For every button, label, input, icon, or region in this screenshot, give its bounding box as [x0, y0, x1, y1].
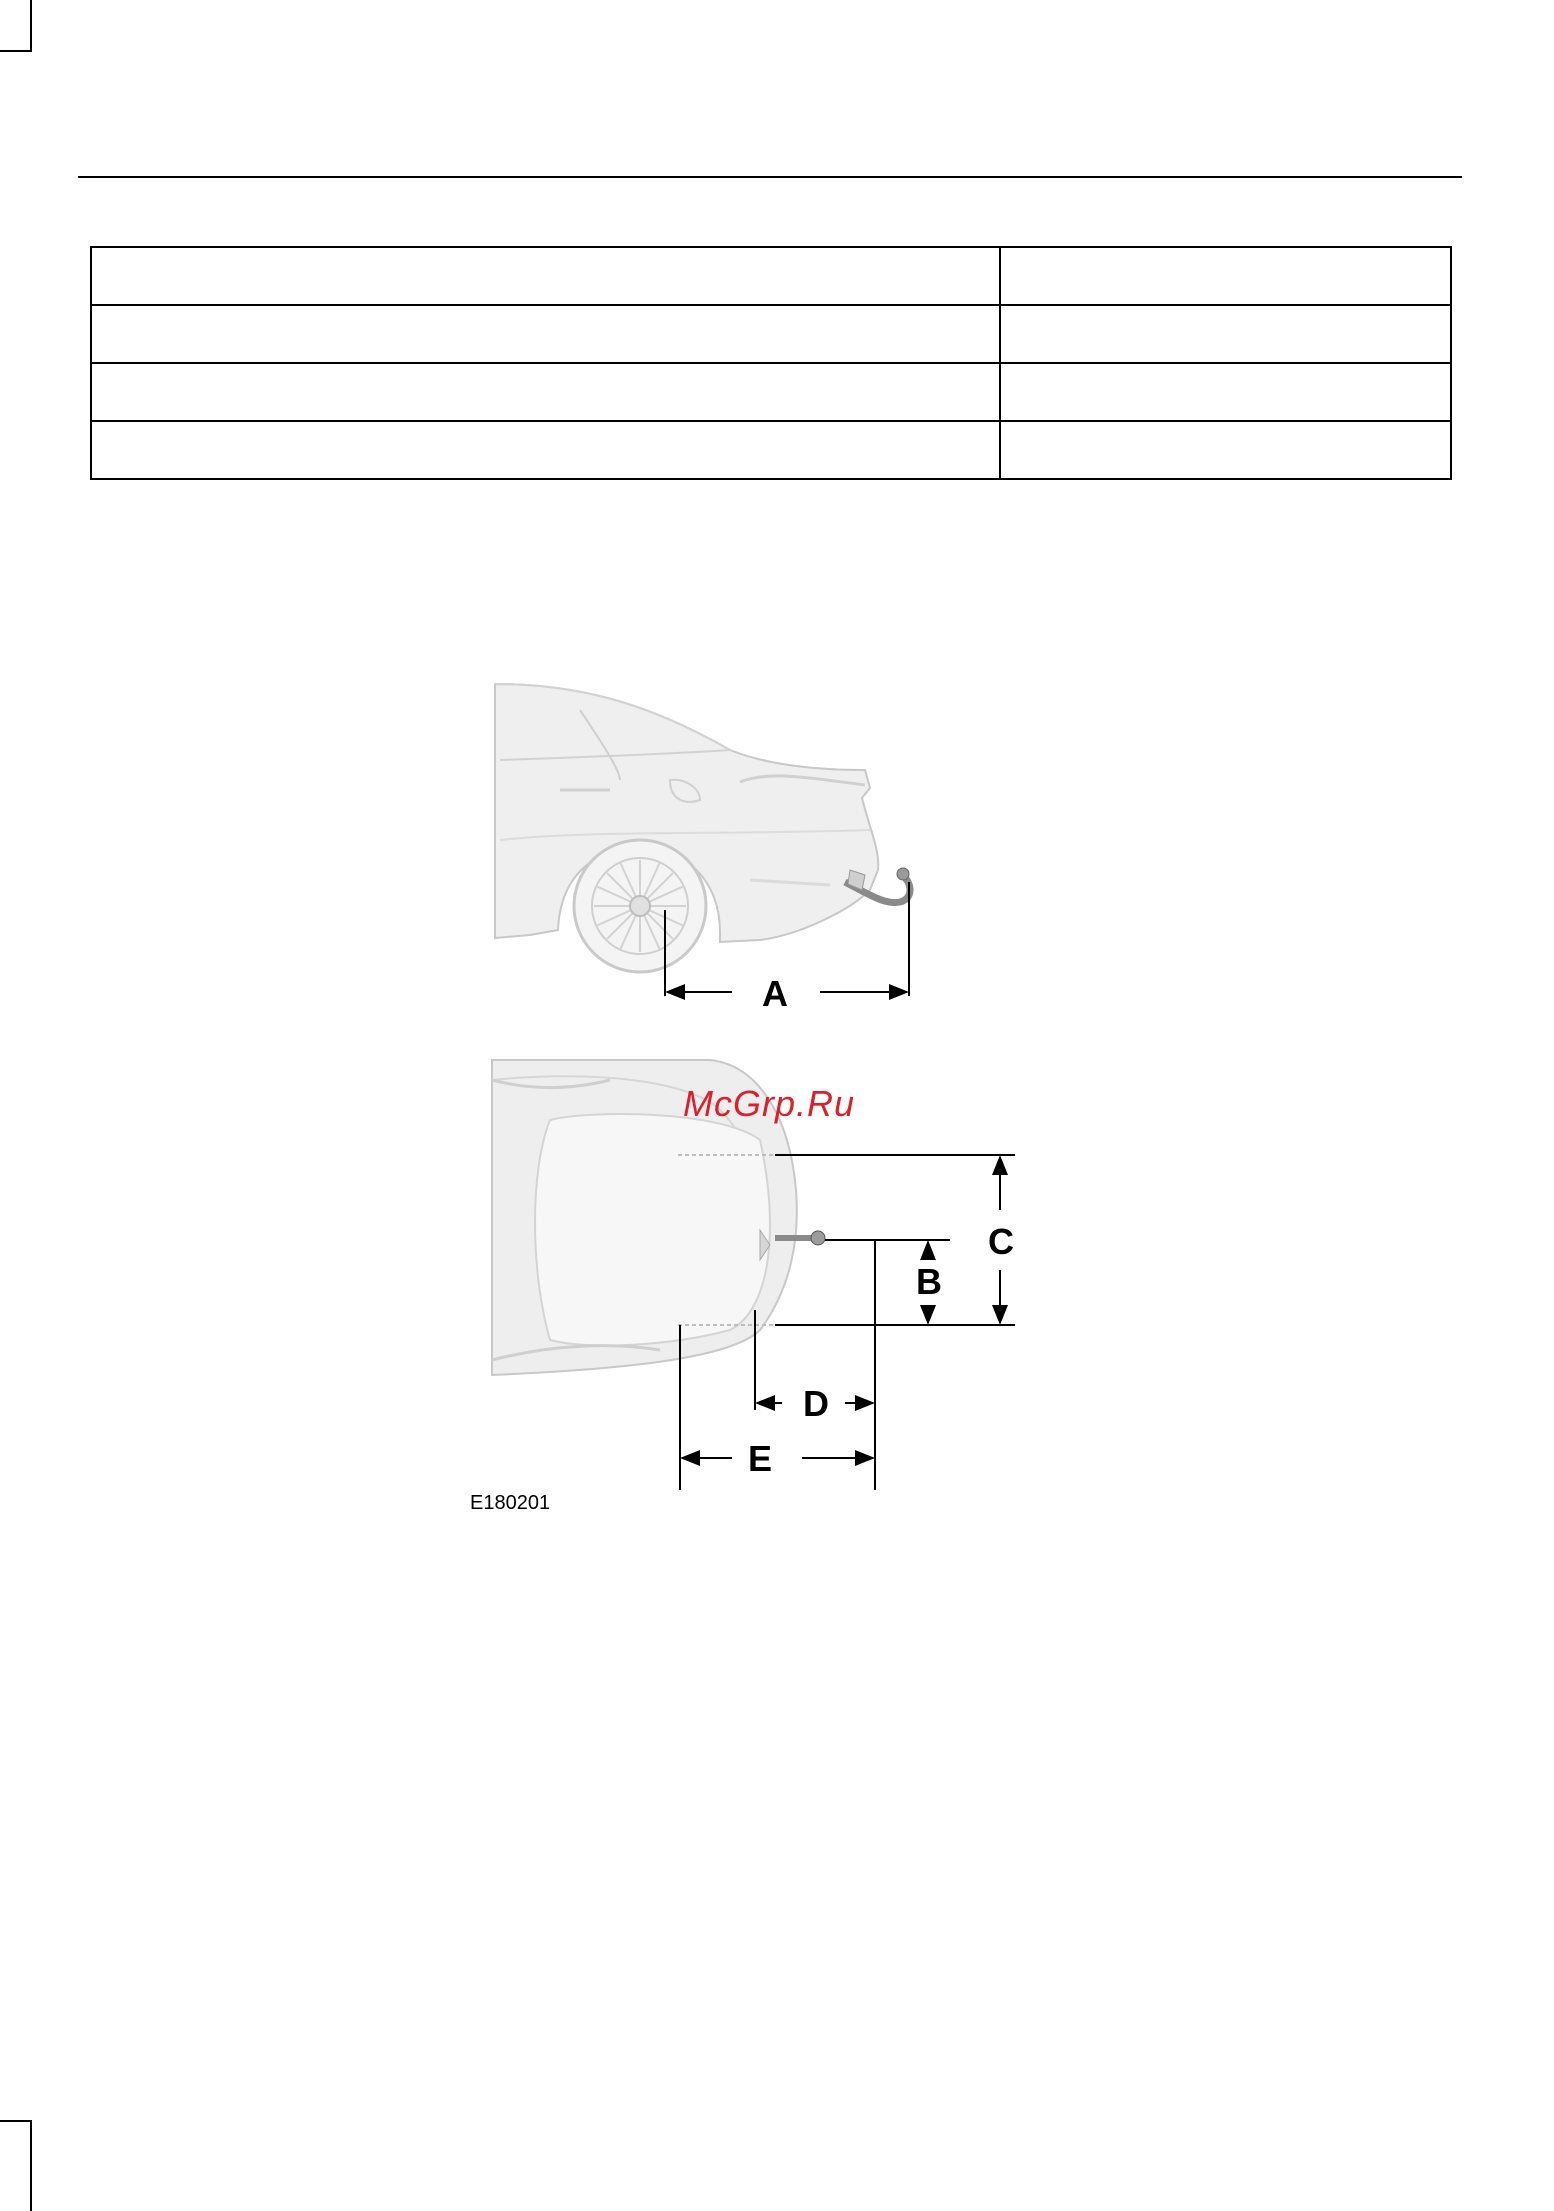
watermark: McGrp.Ru — [683, 1083, 856, 1124]
header-rule — [78, 176, 1462, 178]
dimension-label-a: A — [762, 973, 788, 1014]
crop-mark-top-left-h — [0, 50, 32, 52]
crop-mark-bottom-left-v — [30, 2120, 32, 2211]
spec-table — [90, 246, 1452, 480]
dimension-label-e: E — [748, 1438, 773, 1479]
car-side-view — [495, 684, 910, 972]
table-cell — [1000, 363, 1451, 421]
table-cell — [1000, 247, 1451, 305]
dimension-label-c: C — [988, 1221, 1014, 1262]
table-cell — [91, 363, 1000, 421]
table-row — [91, 363, 1451, 421]
table-cell — [91, 421, 1000, 479]
table-cell — [1000, 421, 1451, 479]
crop-mark-top-left-v — [30, 0, 32, 52]
crop-mark-bottom-left-h — [0, 2120, 32, 2122]
figure-id: E180201 — [470, 1492, 551, 1514]
dimension-b — [825, 1240, 950, 1323]
table-cell — [1000, 305, 1451, 363]
table-row — [91, 421, 1451, 479]
table-row — [91, 247, 1451, 305]
dimension-label-b: B — [916, 1261, 942, 1302]
table-cell — [91, 247, 1000, 305]
table-row — [91, 305, 1451, 363]
dimension-label-d: D — [803, 1383, 829, 1424]
table-cell — [91, 305, 1000, 363]
